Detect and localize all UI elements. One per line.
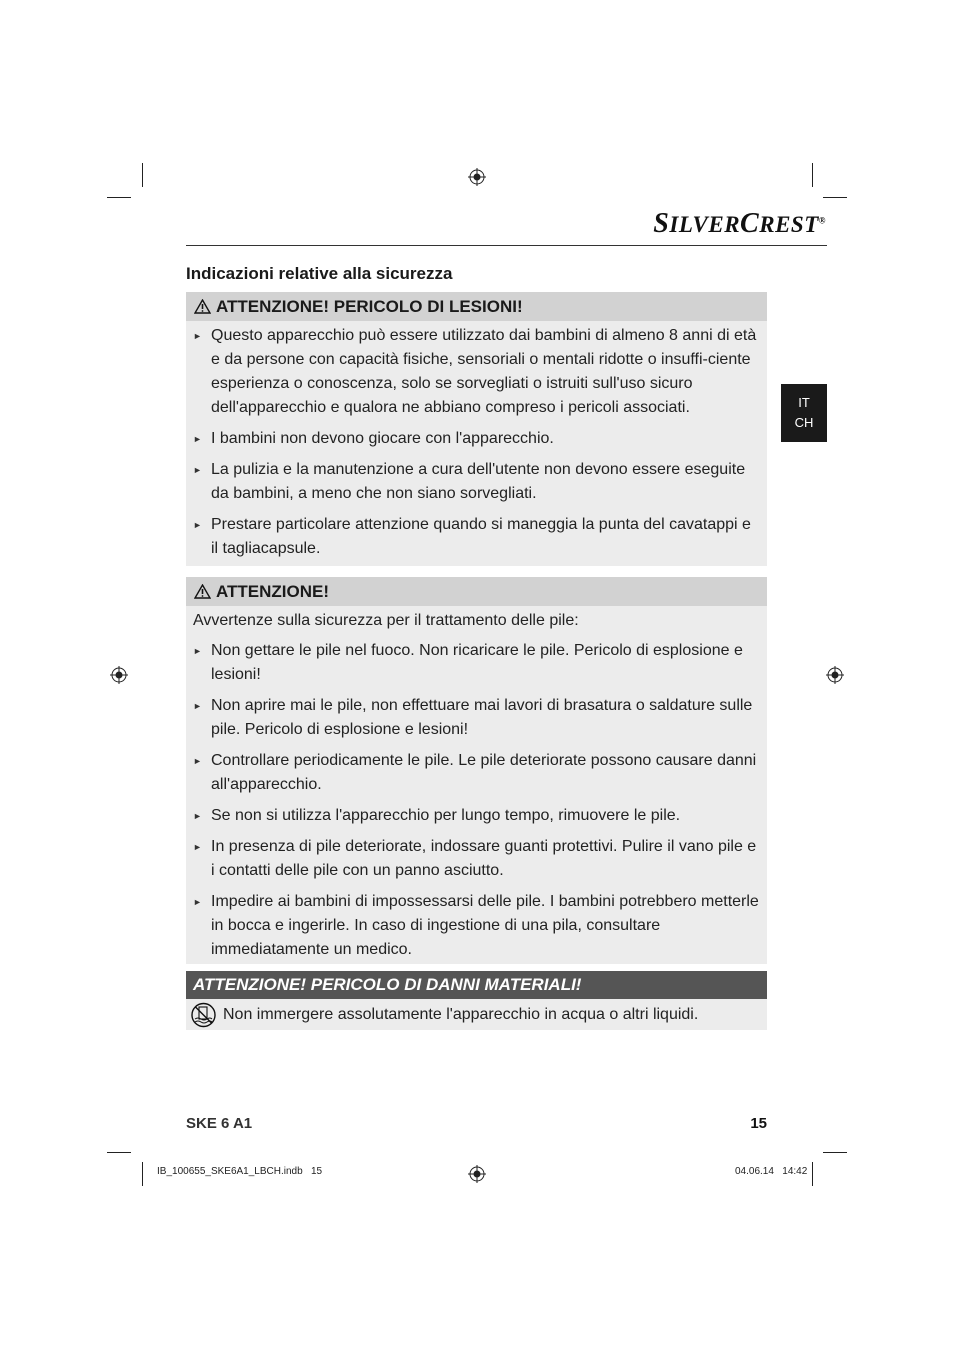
brand-logo: SILVERCREST® bbox=[653, 208, 826, 239]
list-item: ► Questo apparecchio può essere utilizzato dai bambini di almeno 8 anni di età e da persone con capacità fisiche, sensoriali o mentali ridotte o insuffi-ciente esperienza o conoscenza, solo se sorvegliati o istruiti sull'uso sicuro dell'apparecchio e qualora ne abbiano compreso i pericoli associati. bbox=[186, 324, 767, 420]
list-item: ► Controllare periodicamente le pile. Le pile deteriorate possono causare danni all'apparecchio. bbox=[186, 749, 767, 797]
list-item: ► Non aprire mai le pile, non effettuare mai lavori di brasatura o saldature sulle pile. Pericolo di esplosione e lesioni! bbox=[186, 694, 767, 742]
crop-mark bbox=[142, 1162, 143, 1186]
warning-heading: ATTENZIONE! PERICOLO DI LESIONI! bbox=[186, 292, 767, 321]
material-warning-text: Non immergere assolutamente l'apparecchio in acqua o altri liquidi. bbox=[223, 1005, 699, 1023]
crop-mark bbox=[107, 197, 131, 198]
warning-box-material bbox=[186, 971, 767, 1030]
arrow-bullet-icon: ► bbox=[193, 434, 202, 444]
footer-model: SKE 6 A1 bbox=[186, 1115, 253, 1132]
crop-mark bbox=[812, 1162, 813, 1186]
battery-intro: Avvertenze sulla sicurezza per il trattamento delle pile: bbox=[193, 612, 579, 629]
section-title: Indicazioni relative alla sicurezza bbox=[186, 264, 453, 283]
country-code: CH bbox=[794, 415, 814, 430]
warning-heading: ATTENZIONE! PERICOLO DI DANNI MATERIALI! bbox=[186, 971, 767, 999]
arrow-bullet-icon: ► bbox=[193, 842, 202, 852]
list-item: ► In presenza di pile deteriorate, indossare guanti protettivi. Pulire il vano pile e i contatti delle pile con un panno asciutto. bbox=[186, 835, 767, 883]
crop-mark bbox=[823, 1152, 847, 1153]
list-item: ► Prestare particolare attenzione quando si maneggia la punta del cavatappi e il tagliacapsule. bbox=[186, 513, 767, 561]
arrow-bullet-icon: ► bbox=[193, 811, 202, 821]
language-tab bbox=[781, 384, 827, 442]
list-item: ► I bambini non devono giocare con l'apparecchio. bbox=[186, 427, 767, 451]
arrow-bullet-icon: ► bbox=[193, 465, 202, 475]
print-slug-datetime: 04.06.14 14:42 bbox=[735, 1166, 808, 1177]
warning-triangle-icon bbox=[194, 299, 211, 314]
crop-mark bbox=[107, 1152, 131, 1153]
crop-mark bbox=[812, 163, 813, 187]
list-item: ► La pulizia e la manutenzione a cura dell'utente non devono essere eseguite da bambini, a meno che non siano sorvegliati. bbox=[186, 458, 767, 506]
arrow-bullet-icon: ► bbox=[193, 520, 202, 530]
print-slug-file: IB_100655_SKE6A1_LBCH.indb 15 bbox=[157, 1166, 323, 1177]
header-rule bbox=[186, 245, 827, 246]
list-item: ► Impedire ai bambini di impossessarsi delle pile. I bambini potrebbero metterle in bocca e ingerirle. In caso di ingestione di una pila, consultare immediatamente un medico. bbox=[186, 890, 767, 962]
warning-triangle-icon bbox=[194, 584, 211, 599]
registration-mark-icon bbox=[826, 666, 844, 684]
arrow-bullet-icon: ► bbox=[193, 331, 202, 341]
registration-mark-icon bbox=[468, 1165, 486, 1183]
registration-mark-icon bbox=[468, 168, 486, 186]
no-water-immersion-icon bbox=[190, 1002, 217, 1028]
warning-heading: ATTENZIONE! bbox=[186, 577, 767, 606]
crop-mark bbox=[823, 197, 847, 198]
list-item: ► Non gettare le pile nel fuoco. Non ricaricare le pile. Pericolo di esplosione e lesioni! bbox=[186, 639, 767, 687]
arrow-bullet-icon: ► bbox=[193, 646, 202, 656]
warning-box-injury bbox=[186, 292, 767, 566]
arrow-bullet-icon: ► bbox=[193, 701, 202, 711]
arrow-bullet-icon: ► bbox=[193, 756, 202, 766]
crop-mark bbox=[142, 163, 143, 187]
list-item: ► Se non si utilizza l'apparecchio per lungo tempo, rimuovere le pile. bbox=[186, 804, 767, 828]
registration-mark-icon bbox=[110, 666, 128, 684]
page-number: 15 bbox=[750, 1115, 767, 1132]
language-code: IT bbox=[798, 395, 810, 410]
warning-box-batteries bbox=[186, 577, 767, 964]
arrow-bullet-icon: ► bbox=[193, 897, 202, 907]
